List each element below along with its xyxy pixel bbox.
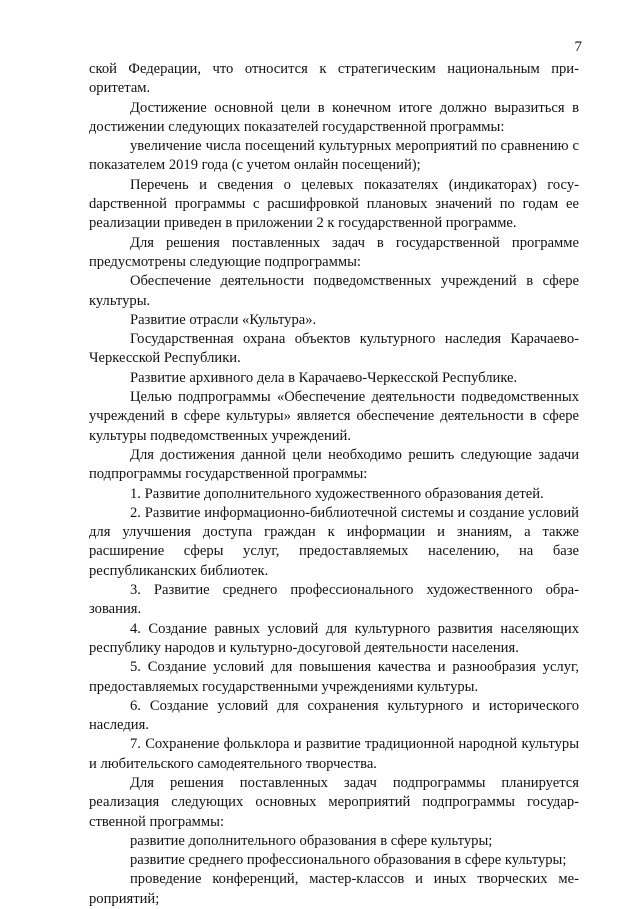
task-item: 3. Развитие среднего профессионального художественного образования. bbox=[89, 582, 579, 618]
measure-item: развитие дополнительного образования в сфере культуры; bbox=[130, 832, 493, 849]
paragraph: Для решения поставленных задач в государственной программе предусмотрены следующие подпрограммы: bbox=[89, 234, 579, 270]
paragraph: Целью подпрограммы «Обеспечение деятельности подведомственных учреждений в сфере культуры» является обеспечение деятельности в сфере культуры подведомственных учреждений. bbox=[89, 389, 579, 444]
document-body bbox=[89, 60, 579, 909]
subprogram-item: Развитие архивного дела в Карачаево-Черкесской Республике. bbox=[130, 369, 518, 386]
task-item: 2. Развитие информационно-библиотечной системы и создание условий для улучшения доступа граждан к информации и знаниям, а также расширение сферы услуг, предоставляемых населению, на базе республиканских библиотек. bbox=[89, 504, 579, 579]
measure-item: развитие среднего профессионального образования в сфере культуры; bbox=[130, 852, 567, 869]
task-item: 1. Развитие дополнительного художественного образования детей. bbox=[130, 485, 544, 502]
paragraph-continuation: ской Федерации, что относится к стратегическим национальным приоритетам. bbox=[89, 61, 579, 97]
paragraph: Достижение основной цели в конечном итоге должно выразиться в достижении следующих показателей государственной программы: bbox=[89, 99, 579, 135]
subprogram-item: Обеспечение деятельности подведомственных учреждений в сфере культуры. bbox=[89, 273, 579, 309]
paragraph: Для достижения данной цели необходимо решить следующие задачи подпрограммы государственной программы: bbox=[89, 446, 579, 483]
task-item: 6. Создание условий для сохранения культурного и исторического наследия. bbox=[89, 697, 579, 734]
task-item: 4. Создание равных условий для культурного развития населяющих республику народов и культурно-досуговой деятельности населения. bbox=[89, 620, 579, 656]
paragraph: увеличение числа посещений культурных мероприятий по сравнению с показателем 2019 года (с учетом онлайн посещений); bbox=[89, 138, 579, 174]
subprogram-item: Государственная охрана объектов культурного наследия Карачаево-Черкесской Республики. bbox=[89, 331, 579, 367]
task-item: 7. Сохранение фольклора и развитие традиционной народной культуры и любительского самодеятельного творчества. bbox=[89, 736, 579, 772]
paragraph: Для решения поставленных задач подпрограммы планируется реализация следующих основных мероприятий подпрограммы государственной программы: bbox=[89, 774, 579, 830]
paragraph: Перечень и сведения о целевых показателях (индикаторах) госуdарственной программы с расшифровкой плановых значений по годам ее реализации приведен в приложении 2 к государственной программе. bbox=[89, 176, 579, 232]
subprogram-item: Развитие отрасли «Культура». bbox=[130, 311, 317, 328]
page-number: 7 bbox=[574, 39, 582, 55]
measure-item: проведение конференций, мастер-классов и иных творческих мероприятий; bbox=[89, 871, 579, 907]
task-item: 5. Создание условий для повышения качества и разнообразия услуг, предоставляемых государственными учреждениями культуры. bbox=[89, 659, 579, 695]
